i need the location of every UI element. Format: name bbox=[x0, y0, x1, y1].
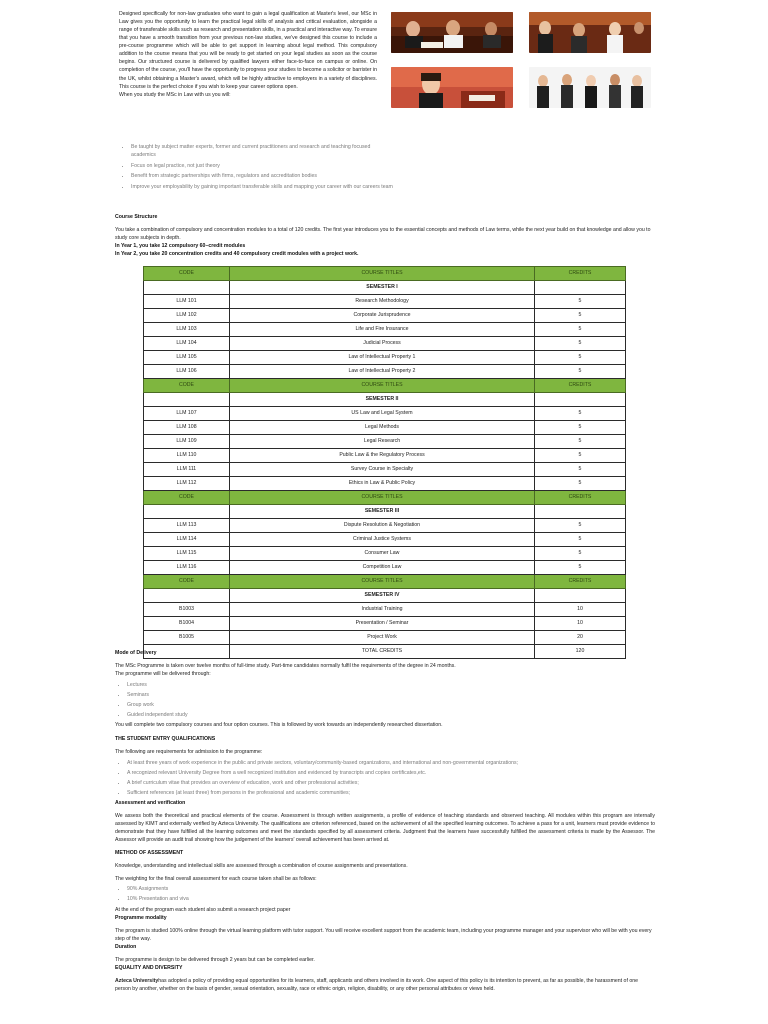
table-row bbox=[144, 477, 626, 491]
header-code: CODE bbox=[144, 491, 230, 505]
course-title: Life and Fire Insurance bbox=[230, 323, 535, 337]
list-item: • Group work bbox=[127, 701, 655, 709]
semester-blank bbox=[535, 589, 626, 603]
total-value: 120 bbox=[535, 645, 626, 659]
photo-student-portrait bbox=[391, 67, 513, 108]
header-title: COURSE TITLES bbox=[230, 491, 535, 505]
semester-blank bbox=[535, 393, 626, 407]
course-title: Industrial Training bbox=[230, 603, 535, 617]
course-code: B1003 bbox=[144, 603, 230, 617]
course-table bbox=[143, 266, 626, 659]
table-row bbox=[144, 295, 626, 309]
course-code: LLM 107 bbox=[144, 407, 230, 421]
course-credits: 20 bbox=[535, 631, 626, 645]
duration-heading: Duration bbox=[115, 943, 137, 950]
modality-text: The program is studied 100% online through the virtual learning platform with tutor support. You will receive excellent support from the academic team, including your programme manager and your supervisor who will be with you every step of the way. bbox=[115, 927, 652, 942]
intro-lead: When you study the MSc in Law with us you will: bbox=[119, 91, 231, 98]
table-header-row bbox=[144, 491, 626, 505]
course-title: Dispute Resolution & Negotiation bbox=[230, 519, 535, 533]
semester-blank bbox=[144, 281, 230, 295]
course-code: LLM 116 bbox=[144, 561, 230, 575]
course-code: B1005 bbox=[144, 631, 230, 645]
course-title: Ethics in Law & Public Policy bbox=[230, 477, 535, 491]
table-header-row bbox=[144, 575, 626, 589]
header-credits: CREDITS bbox=[535, 491, 626, 505]
course-credits: 5 bbox=[535, 337, 626, 351]
entry-list bbox=[115, 759, 655, 797]
course-structure-text: You take a combination of compulsory and concentration modules to a total of 120 credits. The first year introduces you to the essential concepts and methods of Law terms, while the next year build on that knowledge and allow you to study core subjects in depth. bbox=[115, 227, 651, 242]
list-item: • Improve your employability by gaining important transferable skills and mapping your career with our careers team bbox=[131, 183, 393, 191]
semester-label: SEMESTER II bbox=[230, 393, 535, 407]
duration-text: The programme is design to be delivered through 2 years but can be completed earlier. bbox=[115, 956, 315, 963]
students-studying-image bbox=[391, 12, 513, 53]
course-title: Criminal Justice Systems bbox=[230, 533, 535, 547]
course-credits: 5 bbox=[535, 519, 626, 533]
year2-text: In Year 2, you take 20 concentration credits and 40 compulsory credit modules with a project work. bbox=[115, 251, 359, 258]
table-row bbox=[144, 631, 626, 645]
course-credits: 5 bbox=[535, 561, 626, 575]
header-code: CODE bbox=[144, 267, 230, 281]
course-code: LLM 103 bbox=[144, 323, 230, 337]
table-row bbox=[144, 547, 626, 561]
semester-label: SEMESTER IV bbox=[230, 589, 535, 603]
equality-body: has adopted a policy of providing equal opportunities for its learners, staff, applicants and others involved in its work. One aspect of this policy is its intention to prevent, as far as possible, the harassment of one person by another, whether on the basis of gender, sexual orientation, sexuality, race or ethnic origin, religion, disability, or any other personal attributes or views held. bbox=[115, 977, 638, 992]
graduates-group-image bbox=[529, 67, 651, 108]
table-row bbox=[144, 463, 626, 477]
semester-blank bbox=[535, 281, 626, 295]
list-item: • Be taught by subject matter experts, former and current practitioners and research and teaching focused academics bbox=[131, 143, 393, 159]
course-title: Project Work bbox=[230, 631, 535, 645]
method-list bbox=[115, 885, 655, 903]
course-code: LLM 112 bbox=[144, 477, 230, 491]
table-row bbox=[144, 351, 626, 365]
course-table-body bbox=[144, 267, 626, 659]
list-item: • Guided independent study bbox=[127, 711, 655, 719]
course-structure-section bbox=[115, 213, 655, 258]
semester-row bbox=[144, 393, 626, 407]
course-code: B1004 bbox=[144, 617, 230, 631]
semester-blank bbox=[144, 393, 230, 407]
header-title: COURSE TITLES bbox=[230, 267, 535, 281]
course-credits: 5 bbox=[535, 421, 626, 435]
table-row bbox=[144, 421, 626, 435]
delivery-text: The MSc Programme is taken over twelve months of full-time study. Part-time candidates normally fulfil the requirements of the degree in 24 months. bbox=[115, 663, 456, 670]
course-code: LLM 101 bbox=[144, 295, 230, 309]
table-row bbox=[144, 617, 626, 631]
course-title: Judicial Process bbox=[230, 337, 535, 351]
course-credits: 5 bbox=[535, 407, 626, 421]
assessment-heading: Assessment and verification bbox=[115, 799, 186, 806]
equality-text bbox=[115, 977, 655, 993]
course-title: Law of Intellectual Property 1 bbox=[230, 351, 535, 365]
semester-row bbox=[144, 589, 626, 603]
method-weighting: The weighting for the final overall assessment for each course taken shall be as follows: bbox=[115, 876, 317, 883]
course-title: Legal Research bbox=[230, 435, 535, 449]
course-title: US Law and Legal System bbox=[230, 407, 535, 421]
course-code: LLM 108 bbox=[144, 421, 230, 435]
table-row bbox=[144, 407, 626, 421]
course-structure-heading: Course Structure bbox=[115, 214, 158, 220]
list-item: • 90% Assignments bbox=[127, 885, 655, 893]
list-item: • Lectures bbox=[127, 681, 655, 689]
total-label: TOTAL CREDITS bbox=[230, 645, 535, 659]
course-code: LLM 106 bbox=[144, 365, 230, 379]
course-credits: 5 bbox=[535, 533, 626, 547]
course-title: Public Law & the Regulatory Process bbox=[230, 449, 535, 463]
delivery-intro: The programme will be delivered through: bbox=[115, 671, 211, 678]
header-credits: CREDITS bbox=[535, 379, 626, 393]
table-row bbox=[144, 323, 626, 337]
course-credits: 5 bbox=[535, 477, 626, 491]
list-item: • A brief curriculum vitae that provides an overview of education, work and other professional activities; bbox=[127, 779, 655, 787]
intro-section bbox=[119, 10, 377, 99]
method-text: Knowledge, understanding and intellectual skills are assessed through a combination of course assignments and presentations. bbox=[115, 863, 408, 870]
course-credits: 5 bbox=[535, 449, 626, 463]
course-code: LLM 113 bbox=[144, 519, 230, 533]
delivery-summary: You will complete two compulsory courses and four option courses. This is followed by work towards an independently researched dissertation. bbox=[115, 722, 443, 729]
header-credits: CREDITS bbox=[535, 267, 626, 281]
table-row bbox=[144, 337, 626, 351]
photo-collage bbox=[391, 12, 667, 108]
programme-details bbox=[115, 649, 655, 993]
table-row bbox=[144, 519, 626, 533]
modality-heading: Programme modality bbox=[115, 914, 167, 921]
semester-row bbox=[144, 281, 626, 295]
intro-paragraph: Designed specifically for non-law graduates who want to gain a legal qualification at Master's level, our MSc in Law gives you the opportunity to learn the practical legal skills of analysis and critical evaluation, alongside a range of transferable skills such as research and presentation skills, in a practical and interactive way. To ensure that you have a smooth transition from your previous non-law studies, we've designed this course to include a pre-course programme which will be able to get support in learning about legal method. This compulsory addition to the course means that you will be ready to get started on your legal studies as soon as the course begins. Our structured course is delivered by qualified lawyers either face-to-face on campus or online. On completion of the course, you'll have the opportunity to progress your studies to become a solicitor or barrister in the UK, whilst obtaining a Master's award, which will be highly attractive to employers in a variety of disciplines. This course is the perfect choice if you wish to keep your career options open. bbox=[119, 11, 377, 90]
delivery-list bbox=[115, 681, 655, 719]
semester-label: SEMESTER III bbox=[230, 505, 535, 519]
table-header-row bbox=[144, 267, 626, 281]
photo-lecture-hall bbox=[529, 12, 651, 53]
delivery-heading: Mode of Delivery bbox=[115, 650, 157, 656]
student-portrait-image bbox=[391, 67, 513, 108]
table-row bbox=[144, 435, 626, 449]
equality-org: Azteca University bbox=[115, 977, 159, 984]
course-title: Law of Intellectual Property 2 bbox=[230, 365, 535, 379]
course-credits: 5 bbox=[535, 323, 626, 337]
course-code: LLM 102 bbox=[144, 309, 230, 323]
list-item: • Focus on legal practice, not just theory bbox=[131, 162, 393, 170]
semester-label: SEMESTER I bbox=[230, 281, 535, 295]
course-code: LLM 109 bbox=[144, 435, 230, 449]
course-credits: 5 bbox=[535, 295, 626, 309]
course-credits: 10 bbox=[535, 603, 626, 617]
assessment-text: We assess both the theoretical and practical elements of the course. Assessment is through written assignments, a profile of evidence of teaching standards and observed teaching. All modules within this program are internally assessed by KIMT and externally verified by Azteca University. The qualifications are criterion referenced, based on the achievement of all the specified learning outcomes. To achieve a pass for a unit, learners must provide evidence to demonstrate that they have fulfilled all the learning outcomes and meet the standards specified by all assessment criteria. Judgment that the learners have successfully fulfilled the assessment criteria is made by the Assessor. The Assessor will provide an audit trail showing how the judgement of the learners' overall achievement has been arrived at. bbox=[115, 812, 655, 844]
entry-text: The following are requirements for admission to the programme: bbox=[115, 748, 263, 755]
list-item: • At least three years of work experience in the public and private sectors, voluntary/community-based organizations, and international and non-governmental organizations; bbox=[127, 759, 655, 767]
header-code: CODE bbox=[144, 575, 230, 589]
photo-students-studying bbox=[391, 12, 513, 53]
header-code: CODE bbox=[144, 379, 230, 393]
equality-heading: EQUALITY AND DIVERSITY bbox=[115, 964, 183, 971]
table-row bbox=[144, 561, 626, 575]
table-row bbox=[144, 449, 626, 463]
semester-blank bbox=[144, 589, 230, 603]
semester-blank bbox=[144, 505, 230, 519]
method-project: At the end of the program each student also submit a research project paper bbox=[115, 906, 291, 913]
course-credits: 5 bbox=[535, 547, 626, 561]
list-item: • Seminars bbox=[127, 691, 655, 699]
course-title: Legal Methods bbox=[230, 421, 535, 435]
photo-graduates-group bbox=[529, 67, 651, 108]
course-credits: 5 bbox=[535, 365, 626, 379]
course-credits: 5 bbox=[535, 309, 626, 323]
course-title: Presentation / Seminar bbox=[230, 617, 535, 631]
course-code: LLM 110 bbox=[144, 449, 230, 463]
course-title: Consumer Law bbox=[230, 547, 535, 561]
course-title: Research Methodology bbox=[230, 295, 535, 309]
entry-heading: THE STUDENT ENTRY QUALIFICATIONS bbox=[115, 735, 216, 742]
header-title: COURSE TITLES bbox=[230, 379, 535, 393]
course-title: Survey Course in Specialty bbox=[230, 463, 535, 477]
lecture-hall-image bbox=[529, 12, 651, 53]
header-title: COURSE TITLES bbox=[230, 575, 535, 589]
course-credits: 5 bbox=[535, 463, 626, 477]
semester-blank bbox=[535, 505, 626, 519]
table-row bbox=[144, 309, 626, 323]
course-code: LLM 111 bbox=[144, 463, 230, 477]
course-title: Competition Law bbox=[230, 561, 535, 575]
benefits-list bbox=[119, 143, 393, 194]
course-code: LLM 104 bbox=[144, 337, 230, 351]
list-item: • Sufficient references (at least three) from persons in the professional and academic communities; bbox=[127, 789, 655, 797]
table-row bbox=[144, 365, 626, 379]
course-code: LLM 105 bbox=[144, 351, 230, 365]
list-item: • A recognized relevant University Degree from a well recognized institution and evidenced by transcripts and copies certificates,etc. bbox=[127, 769, 655, 777]
course-code: LLM 114 bbox=[144, 533, 230, 547]
table-row bbox=[144, 603, 626, 617]
method-heading: METHOD OF ASSESSMENT bbox=[115, 850, 184, 857]
list-item: • 10% Presentation and viva bbox=[127, 895, 655, 903]
table-header-row bbox=[144, 379, 626, 393]
semester-row bbox=[144, 505, 626, 519]
table-row bbox=[144, 533, 626, 547]
header-credits: CREDITS bbox=[535, 575, 626, 589]
course-credits: 10 bbox=[535, 617, 626, 631]
course-title: Corporate Jurisprudence bbox=[230, 309, 535, 323]
course-credits: 5 bbox=[535, 435, 626, 449]
course-credits: 5 bbox=[535, 351, 626, 365]
year1-text: In Year 1, you take 12 compulsory 60–credit modules bbox=[115, 243, 246, 250]
list-item: • Benefit from strategic partnerships with firms, regulators and accreditation bodies bbox=[131, 172, 393, 180]
course-code: LLM 115 bbox=[144, 547, 230, 561]
